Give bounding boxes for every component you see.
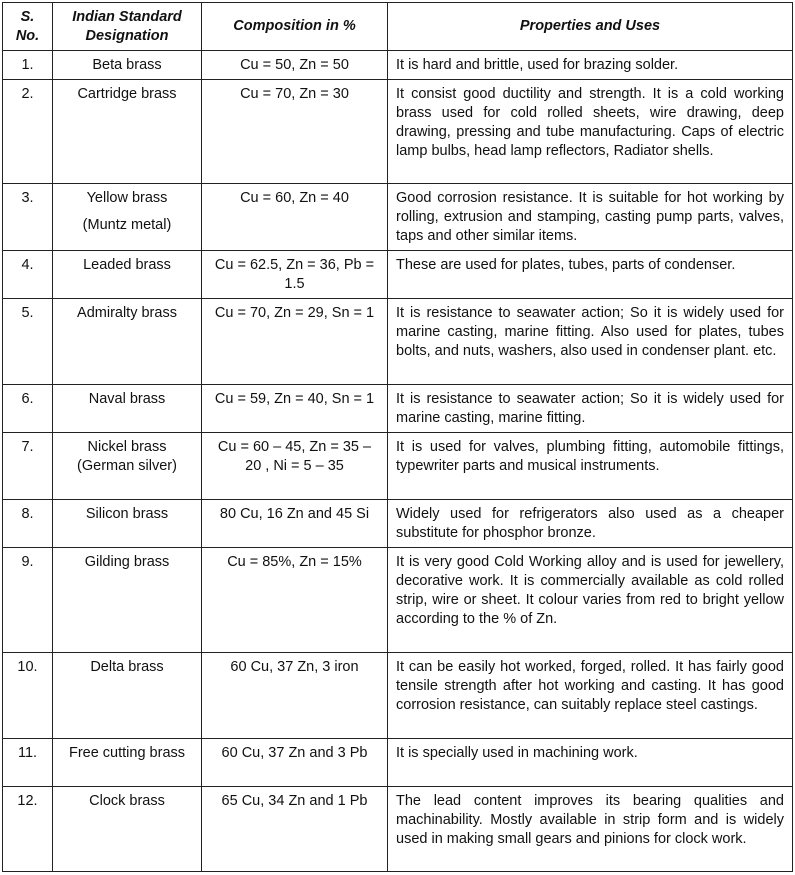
properties: It is resistance to seawater action; So it is widely used for marine casting, marine fitting. [388,385,793,433]
alloy-name: Nickel brass (German silver) [53,433,202,500]
table-row [3,299,793,385]
properties: It can be easily hot worked, forged, rolled. It has fairly good tensile strength after hot working and casting. It has good corrosion resistance, can suitably replace steel castings. [388,653,793,739]
composition: Cu = 59, Zn = 40, Sn = 1 [202,385,388,433]
composition: Cu = 50, Zn = 50 [202,51,388,80]
alloy-name: Beta brass [53,51,202,80]
header-row [3,3,793,51]
properties: Good corrosion resistance. It is suitable for hot working by rolling, extrusion and stamping, casting pump parts, valves, taps and other similar items. [388,184,793,251]
properties: It is specially used in machining work. [388,739,793,787]
row-number: 8. [3,500,53,548]
table-row [3,653,793,739]
alloy-name: Silicon brass [53,500,202,548]
header-properties: Properties and Uses [388,3,793,51]
properties: It is resistance to seawater action; So it is widely used for marine casting, marine fitting. Also used for plates, tubes bolts, and nuts, washers, also used in condenser plant. etc. [388,299,793,385]
composition: 80 Cu, 16 Zn and 45 Si [202,500,388,548]
alloy-name: Leaded brass [53,251,202,299]
row-number: 3. [3,184,53,251]
composition: 60 Cu, 37 Zn and 3 Pb [202,739,388,787]
alloy-name-line1: Yellow brass [86,190,168,206]
table-row [3,548,793,653]
alloy-name: Naval brass [53,385,202,433]
table-row [3,51,793,80]
composition: 60 Cu, 37 Zn, 3 iron [202,653,388,739]
header-composition: Composition in % [202,3,388,51]
row-number: 2. [3,80,53,184]
row-number: 11. [3,739,53,787]
brass-table [2,2,793,872]
table-row [3,787,793,872]
table-row [3,739,793,787]
properties: It is very good Cold Working alloy and is used for jewellery, decorative work. It is commercially available as cold rolled strip, wire or sheet. It colour varies from red to bright yellow according to the % of Zn. [388,548,793,653]
row-number: 10. [3,653,53,739]
table-row [3,251,793,299]
properties: It consist good ductility and strength. It is a cold working brass used for cold rolled sheets, wire drawing, deep drawing, pressing and tube manufacturing. Caps of electric lamp bulbs, head lamp reflectors, Radiator shells. [388,80,793,184]
row-number: 4. [3,251,53,299]
alloy-name: Free cutting brass [53,739,202,787]
row-number: 9. [3,548,53,653]
table-row [3,385,793,433]
row-number: 5. [3,299,53,385]
composition: Cu = 85%, Zn = 15% [202,548,388,653]
composition: 65 Cu, 34 Zn and 1 Pb [202,787,388,872]
row-number: 1. [3,51,53,80]
alloy-name: Gilding brass [53,548,202,653]
table-row [3,500,793,548]
properties: Widely used for refrigerators also used as a cheaper substitute for phosphor bronze. [388,500,793,548]
composition: Cu = 60, Zn = 40 [202,184,388,251]
header-sno: S. No. [3,3,53,51]
alloy-name-line2: (Muntz metal) [82,217,172,233]
properties: The lead content improves its bearing qualities and machinability. Mostly available in strip form and is widely used in making small gears and pinions for clock work. [388,787,793,872]
row-number: 7. [3,433,53,500]
header-designation: Indian Standard Designation [53,3,202,51]
composition: Cu = 70, Zn = 29, Sn = 1 [202,299,388,385]
row-number: 6. [3,385,53,433]
alloy-name [53,184,202,251]
properties: These are used for plates, tubes, parts of condenser. [388,251,793,299]
table-row [3,433,793,500]
composition: Cu = 60 – 45, Zn = 35 – 20 , Ni = 5 – 35 [202,433,388,500]
alloy-name: Admiralty brass [53,299,202,385]
composition: Cu = 62.5, Zn = 36, Pb = 1.5 [202,251,388,299]
table-row [3,80,793,184]
properties: It is hard and brittle, used for brazing solder. [388,51,793,80]
properties: It is used for valves, plumbing fitting, automobile fittings, typewriter parts and musical instruments. [388,433,793,500]
alloy-name: Cartridge brass [53,80,202,184]
alloy-name: Delta brass [53,653,202,739]
table-row [3,184,793,251]
row-number: 12. [3,787,53,872]
alloy-name: Clock brass [53,787,202,872]
composition: Cu = 70, Zn = 30 [202,80,388,184]
